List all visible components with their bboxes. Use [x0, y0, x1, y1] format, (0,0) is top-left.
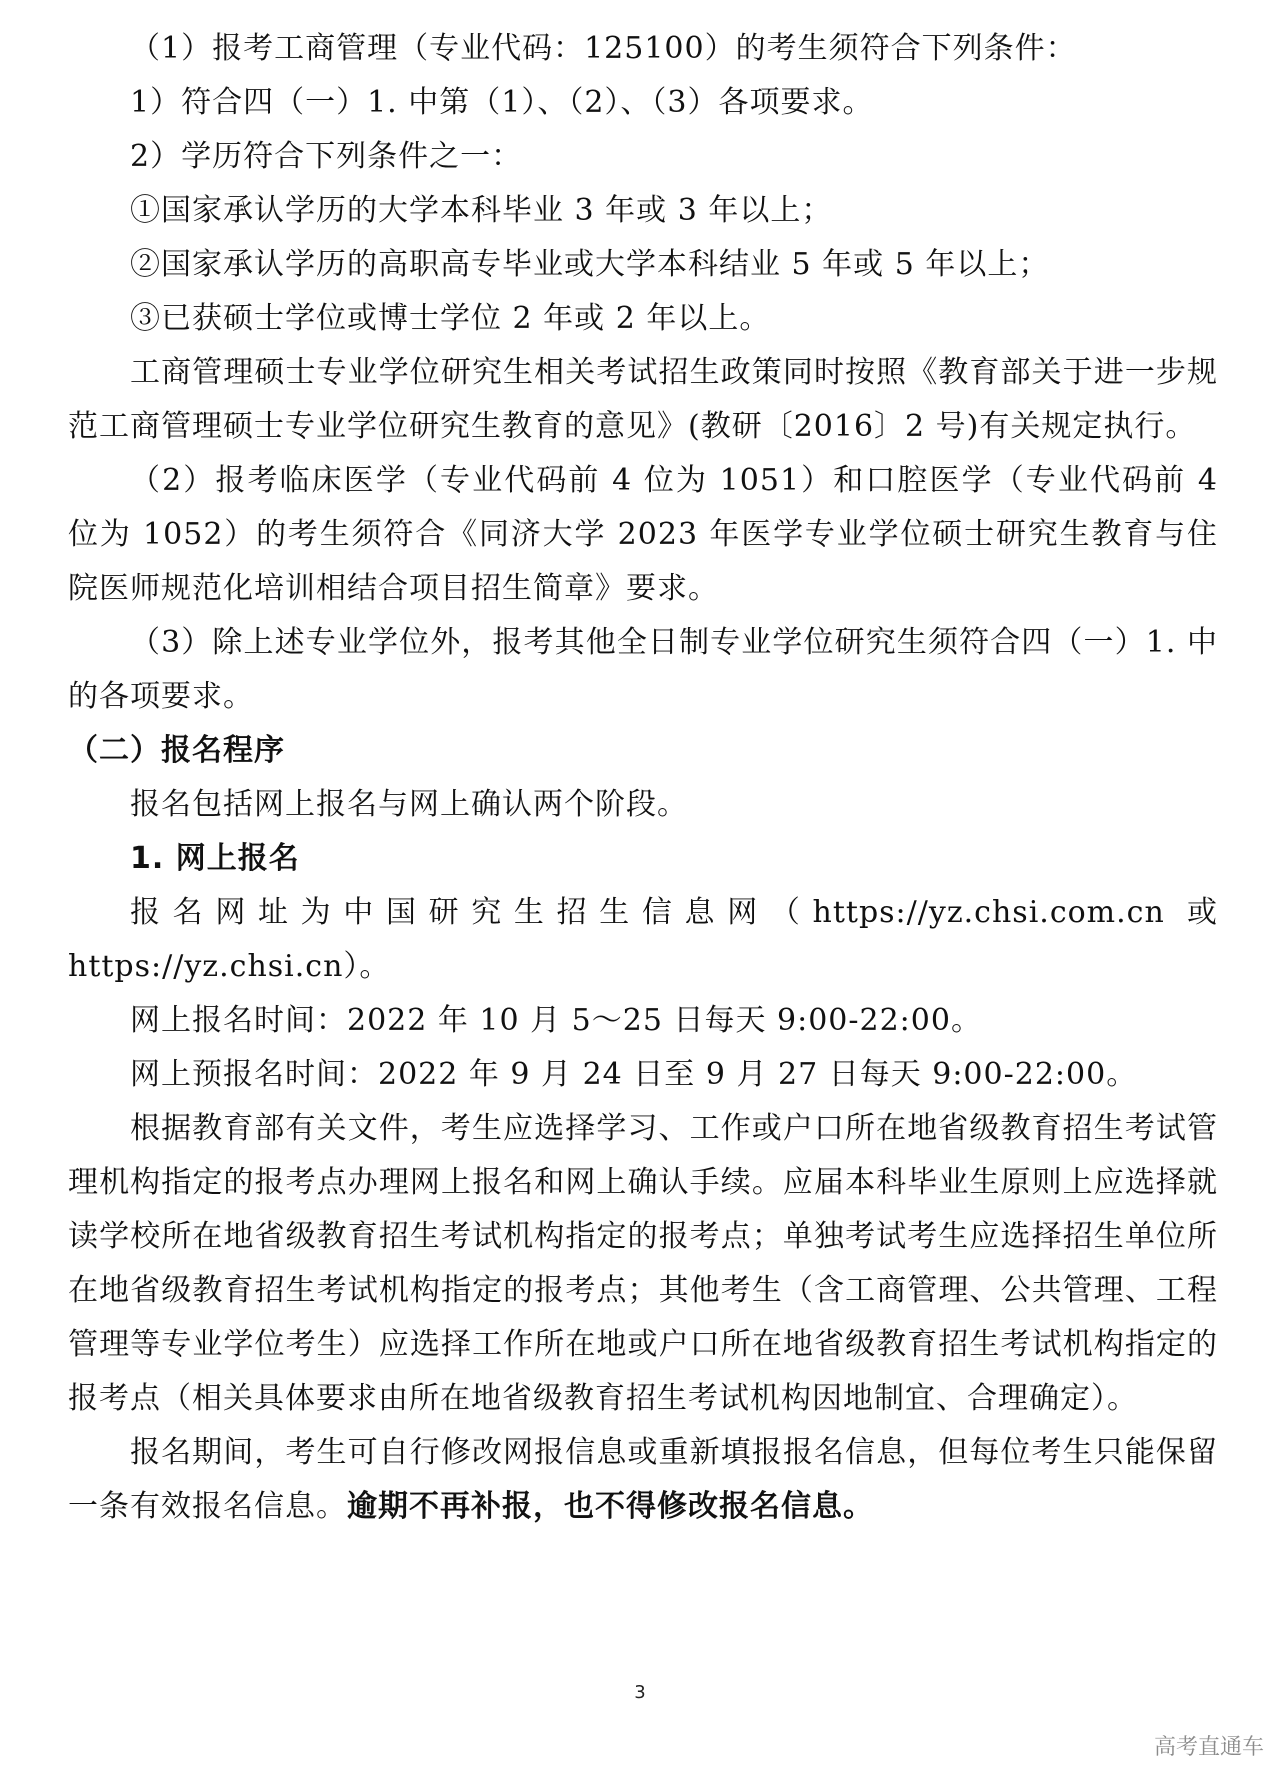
- paragraph-pre-registration-time: 网上预报名时间：2022 年 9 月 24 日至 9 月 27 日每天 9:00-22:00。: [130, 1057, 1138, 1092]
- paragraph-option-3: ③已获硕士学位或博士学位 2 年或 2 年以上。: [130, 301, 771, 336]
- paragraph-other-degrees: （3）除上述专业学位外，报考其他全日制专业学位研究生须符合四（一）1. 中的各项要求。: [68, 625, 1218, 714]
- paragraph-registration-stages: 报名包括网上报名与网上确认两个阶段。: [130, 787, 688, 822]
- paragraph-registration-time: 网上报名时间：2022 年 10 月 5～25 日每天 9:00-22:00。: [130, 1003, 982, 1038]
- document-body: [68, 22, 1218, 1534]
- subsection-heading-online-registration: 1. 网上报名: [130, 841, 300, 876]
- paragraph-option-1: ①国家承认学历的大学本科毕业 3 年或 3 年以上；: [130, 193, 833, 228]
- modification-text: 报名期间，考生可自行修改网报信息或重新填报报名信息，但每位考生只能保留一条有效报名信息。: [68, 1435, 1218, 1524]
- section-heading-registration: （二）报名程序: [68, 733, 285, 768]
- paragraph-condition-1: 1）符合四（一）1. 中第（1）、（2）、（3）各项要求。: [130, 85, 874, 120]
- paragraph-mba-conditions: （1）报考工商管理（专业代码：125100）的考生须符合下列条件：: [130, 31, 1077, 66]
- paragraph-medical-conditions: （2）报考临床医学（专业代码前 4 位为 1051）和口腔医学（专业代码前 4 位为 1052）的考生须符合《同济大学 2023 年医学专业学位硕士研究生教育与住院医师规范化培训相结合项目招生简章》要求。: [68, 463, 1218, 606]
- paragraph-condition-2: 2）学历符合下列条件之一：: [130, 139, 523, 174]
- paragraph-registration-url: 报名网址为中国研究生招生信息网（https://yz.chsi.com.cn 或: [130, 895, 1218, 930]
- paragraph-registration-modification: [68, 1426, 1218, 1534]
- page-number: 3: [634, 1682, 646, 1703]
- modification-warning: 逾期不再补报，也不得修改报名信息。: [347, 1489, 874, 1524]
- paragraph-registration-url-cont: https://yz.chsi.cn）。: [68, 949, 391, 984]
- paragraph-registration-site-rules: 根据教育部有关文件，考生应选择学习、工作或户口所在地省级教育招生考试管理机构指定的报考点办理网上报名和网上确认手续。应届本科毕业生原则上应选择就读学校所在地省级教育招生考试机构指定的报考点；单独考试考生应选择招生单位所在地省级教育招生考试机构指定的报考点；其他考生（含工商管理、公共管理、工程管理等专业学位考生）应选择工作所在地或户口所在地省级教育招生考试机构指定的报考点（相关具体要求由所在地省级教育招生考试机构因地制宜、合理确定）。: [68, 1111, 1218, 1416]
- paragraph-mba-policy: 工商管理硕士专业学位研究生相关考试招生政策同时按照《教育部关于进一步规范工商管理硕士专业学位研究生教育的意见》(教研〔2016〕2 号)有关规定执行。: [68, 355, 1218, 444]
- paragraph-option-2: ②国家承认学历的高职高专毕业或大学本科结业 5 年或 5 年以上；: [130, 247, 1050, 282]
- watermark: 高考直通车: [1153, 1735, 1264, 1760]
